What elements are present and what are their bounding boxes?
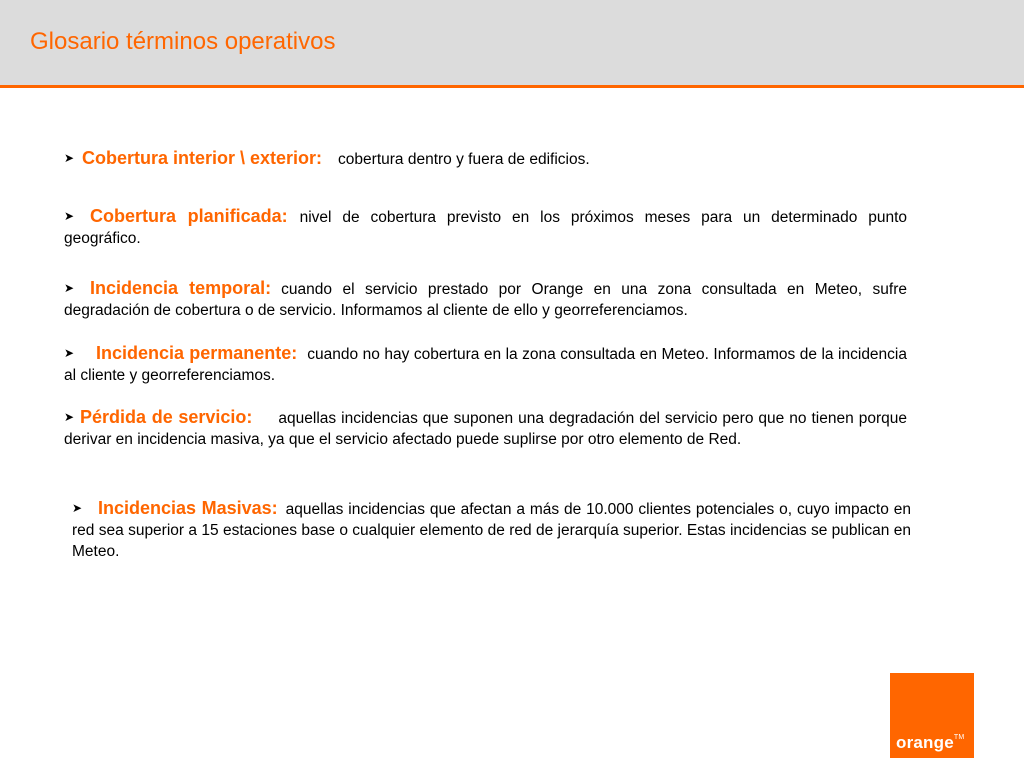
page-title: Glosario términos operativos xyxy=(30,28,336,55)
glossary-item-cobertura-interior-exterior xyxy=(64,148,909,170)
glossary-definition: nivel de cobertura previsto en los próximos meses para un determinado punto geográfico. xyxy=(64,209,907,247)
arrow-bullet-icon: ➤ xyxy=(64,209,75,223)
arrow-bullet-icon: ➤ xyxy=(64,281,75,295)
glossary-definition: cuando el servicio prestado por Orange en una zona consultada en Meteo, sufre degradación de cobertura o de servicio. Informamos al cliente de ello y georreferenciamos. xyxy=(64,281,907,319)
header-bar xyxy=(0,0,1024,88)
logo-wordmark: orange xyxy=(896,733,954,752)
glossary-definition: cuando no hay cobertura en la zona consultada en Meteo. Informamos de la incidencia al cliente y georreferenciamos. xyxy=(64,346,907,384)
glossary-term: Cobertura interior \ exterior: xyxy=(82,148,323,168)
glossary-term: Pérdida de servicio: xyxy=(80,407,253,427)
glossary-term: Incidencia permanente: xyxy=(96,343,298,363)
arrow-bullet-icon: ➤ xyxy=(64,346,75,360)
glossary-definition: aquellas incidencias que afectan a más de 10.000 clientes potenciales o, cuyo impacto en red sea superior a 15 estaciones base o cualquier elemento de red de jerarquía superior. Estas incidencias se publican en Meteo. xyxy=(72,501,911,560)
glossary-term: Incidencias Masivas: xyxy=(98,498,278,518)
glossary-item-cobertura-planificada xyxy=(64,206,907,249)
arrow-bullet-icon: ➤ xyxy=(72,501,83,515)
glossary-definition: aquellas incidencias que suponen una degradación del servicio pero que no tienen porque derivar en incidencia masiva, ya que el servicio afectado puede suplirse por otro elemento de Red. xyxy=(64,410,907,448)
glossary-term: Incidencia temporal: xyxy=(90,278,272,298)
arrow-bullet-icon: ➤ xyxy=(64,410,75,424)
glossary-definition: cobertura dentro y fuera de edificios. xyxy=(338,151,590,168)
glossary-term: Cobertura planificada: xyxy=(90,206,288,226)
arrow-bullet-icon: ➤ xyxy=(64,151,75,165)
glossary-item-incidencia-temporal xyxy=(64,278,907,321)
glossary-item-perdida-de-servicio xyxy=(64,407,907,450)
logo-trademark: TM xyxy=(953,734,965,741)
orange-logo xyxy=(890,673,974,758)
glossary-item-incidencias-masivas xyxy=(72,498,911,562)
glossary-item-incidencia-permanente xyxy=(64,343,907,386)
